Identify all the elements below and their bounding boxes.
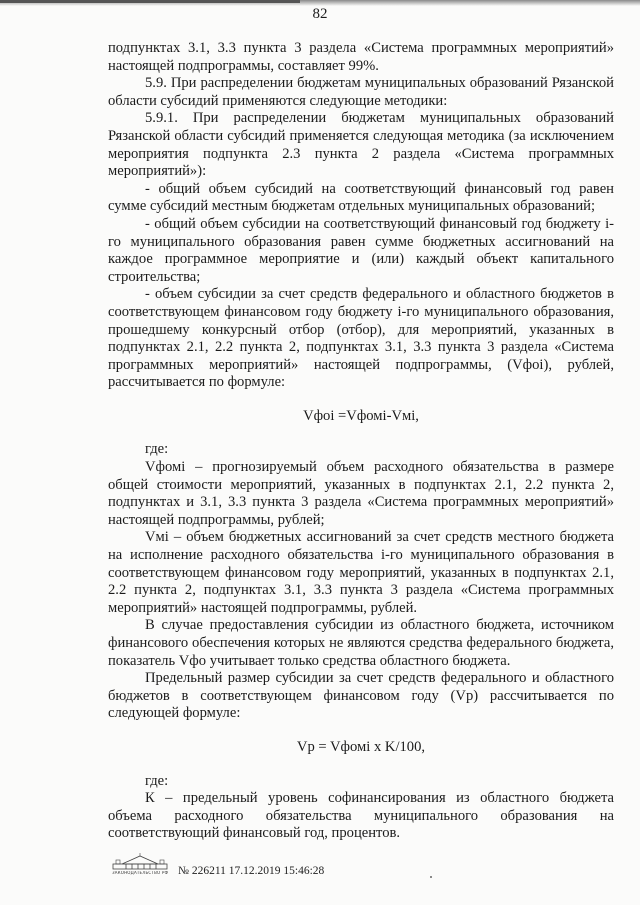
paragraph-max-subsidy: Предельный размер субсидии за счет средств федерального и областного бюджетов в соответствующем финансовом году (Vp) рассчитывается по следующей формуле: xyxy=(108,670,614,722)
formula-vfoi: Vфоi =Vфомi-Vмi, xyxy=(303,407,419,424)
paragraph-continuation: подпунктах 3.1, 3.3 пункта 3 раздела «Система программных мероприятий» настоящей подпрограммы, составляет 99%. xyxy=(108,40,614,74)
definition-vmi: Vмi – объем бюджетных ассигнований за счет средств местного бюджета на исполнение расходного обязательства i-го муниципального образования в соответствующем финансовом году мероприятий, указанных в подпунктах 2.1, 2.2 пункта 2, подпунктах 3.1, 3.3 пункта 3 раздела «Система программных мероприятий» настоящей подпрограммы, рублей. xyxy=(108,529,614,616)
paragraph-5-9-1: 5.9.1. При распределении бюджетам муниципальных образований Рязанской области субсидий применяется следующая методика (за исключением мероприятия подпункта 2.3 пункта 2 раздела «Система программных мероприятий»): xyxy=(108,110,614,180)
stamp-caption: ЗАКОНОДАТЕЛЬСТВО РФ xyxy=(112,871,168,875)
definition-vfomi: Vфомi – прогнозируемый объем расходного обязательства в размере общей стоимости мероприятий, указанных в подпунктах 2.1, 2.2 пункта 2, подпунктах и 3.1, 3.3 пункта 3 раздела «Система программных мероприятий» настоящей подпрограммы, рублей; xyxy=(108,459,614,528)
building-stamp-icon xyxy=(112,852,168,870)
paragraph-5-9: 5.9. При распределении бюджетам муниципальных образований Рязанской области субсидий применяются следующие методики: xyxy=(108,75,614,109)
list-item-federal-regional-subsidy: - объем субсидии за счет средств федерального и областного бюджетов в соответствующем финансовом году бюджету i-го муниципального образования, прошедшему конкурсный отбор (отбор), для мероприятий, указанных в подпунктах 2.1, 2.2 пункта 2, подпунктах 3.1, 3.3 пункта 3 раздела «Система программных мероприятий» настоящей подпрограммы, (Vфоi), рублей, рассчитывается по формуле: xyxy=(108,286,614,391)
formula-vp: Vp = Vфомi х K/100, xyxy=(296,738,426,755)
definition-k: К – предельный уровень софинансирования из областного бюджета объема расходного обязательства муниципального образования на соответствующий финансовый год, процентов. xyxy=(108,790,614,842)
list-item-total-subsidies: - общий объем субсидий на соответствующий финансовый год равен сумме субсидий местным бюджетам отдельных муниципальных образований; xyxy=(108,180,614,215)
document-registration-number: № 226211 17.12.2019 15:46:28 xyxy=(178,865,325,877)
paragraph-regional-only: В случае предоставления субсидии из областного бюджета, источником финансового обеспечения которых не являются средства федерального бюджета, показатель Vфо учитывает только средства областного бюджета. xyxy=(108,617,614,669)
where-label: где: xyxy=(145,772,169,789)
list-item-municipal-subsidy: - общий объем субсидии на соответствующий финансовый год бюджету i-го муниципального образования равен сумме бюджетных ассигнований на каждое программное мероприятие и (или) каждый объект капитального строительства; xyxy=(108,215,614,285)
scan-edge-mark xyxy=(0,0,300,3)
scan-speck xyxy=(430,876,432,878)
document-body xyxy=(108,40,614,843)
where-label: где: xyxy=(145,441,169,458)
page-number: 82 xyxy=(312,6,328,22)
